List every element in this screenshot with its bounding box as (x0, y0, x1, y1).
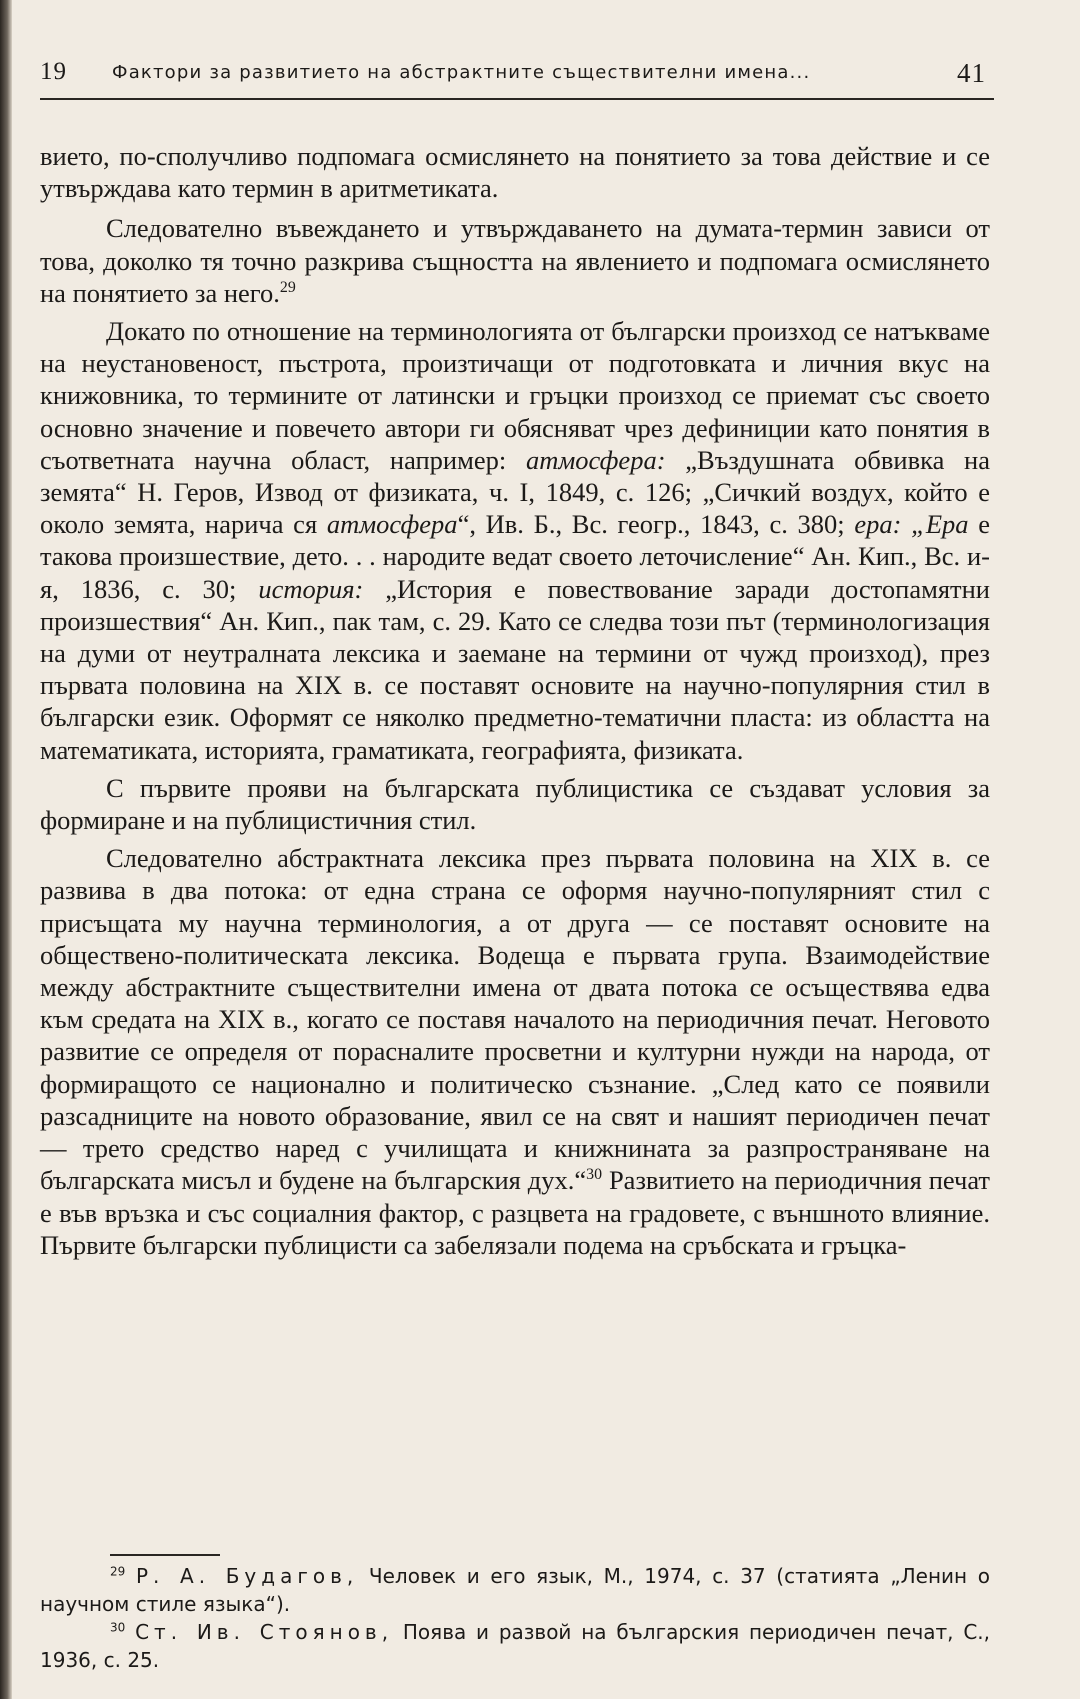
footnotes (40, 1562, 990, 1674)
footnote-ref-29[interactable]: 29 (279, 278, 296, 296)
header-title: Фактори за развитието на абстрактните съществителни имена... (112, 62, 811, 83)
paragraph-5-text-a: Следователно абстрактната лексика през първата половина на XIX в. се развива в два потока: от една страна се оформя научно-популярният стил с присъщата му научна терминология, а от друга — се поставят основите на обществено-политическата лексика. Водеща е първата група. Взаимодействие между абстрактните съществителни имена от двата потока се осъществява едва към средата на XIX в., когато се поставя началото на периодичния печат. Неговото развитие се определя от порасналите просветни и културни нужди на народа, от формиращото се национално и политическо съзнание. „След като се появили разсадниците на новото образование, явил се на свят и нашият периодичен печат — трето средство наред с училищата и книжнината за разпространяване на българската мисъл и будене на българския дух.“ (40, 843, 990, 1196)
footnote-29-text: Человек и его язык, М., 1974, с. 37 (статията „Ленин о научном стиле языка“). (40, 1564, 990, 1616)
paragraph-4 (40, 772, 990, 836)
footnote-30 (40, 1618, 990, 1674)
paragraph-2 (40, 212, 990, 309)
paragraph-5-text-b: Развитието на периодичния печат е във връзка и със социалния фактор, с разцвета на градовете, с външното влияние. Първите български публицисти са забелязали подема на сръбската и гръцка- (40, 1165, 990, 1260)
paragraph-3-text-b: „Въздушната обвивка на земята“ Н. Геров, Извод от физиката, ч. I, 1849, с. 126; „Сичкий воздух, който е около земята, нарича ся (40, 444, 991, 540)
footnote-29 (40, 1562, 990, 1618)
footnote-ref-30[interactable]: 30 (586, 1166, 603, 1184)
footnote-29-number: 29 (110, 1564, 126, 1579)
running-header (40, 50, 994, 100)
term-atmosphere: атмосфера: (525, 444, 666, 475)
main-text (40, 140, 990, 1267)
footnote-30-text: Поява и развой на българския периодичен печат, С., 1936, с. 25. (40, 1620, 991, 1672)
footnote-30-author: Ст. Ив. Стоянов, (135, 1620, 394, 1644)
paragraph-1 (40, 140, 990, 204)
paragraph-5 (40, 842, 990, 1261)
book-spine-shadow (0, 0, 12, 1699)
term-era: ера: „Ера (854, 509, 969, 540)
paragraph-3 (40, 315, 990, 766)
page-number: 41 (957, 58, 986, 88)
paragraph-4-text: С първите прояви на българската публицистика се създават условия за формиране и на публицистичния стил. (40, 772, 990, 836)
term-history: история: (258, 573, 364, 604)
paragraph-1-text: вието, по-сполучливо подпомага осмислянето на понятието за това действие и се утвърждава като термин в аритметиката. (40, 141, 990, 204)
footnote-30-number: 30 (110, 1620, 126, 1635)
footnote-divider (110, 1554, 220, 1556)
header-left-number: 19 (40, 58, 67, 85)
paragraph-2-text: Следователно въвеждането и утвърждаването на думата-термин зависи от това, доколко тя точно разкрива същността на явлението и подпомага осмислянето на понятието за него. (40, 213, 990, 308)
paragraph-3-text-e: „История е повествование заради достопамятни произшествия“ Ан. Кип., пак там, с. 29. Като се следва този път (терминологизация на думи от неутралната лексика и заемане на термини от чужд произход), през първата половина на XIX в. се поставят основите на научно-популярния стил в български език. Оформят се няколко предметно-тематични пласта: из областта на математиката, историята, граматиката, географията, физиката. (40, 573, 990, 765)
paragraph-3-text-c: “, Ив. Б., Вс. геогр., 1843, с. 380; (457, 509, 855, 540)
book-page (30, 0, 996, 1699)
paragraph-3-text-d: е такова произшествие, дето. . . народите ведат своето леточисление“ Ан. Кип., Вс. и-я, 1836, с. 30; (40, 509, 991, 604)
paragraph-3-text-a: Докато по отношение на терминологията от български произход се натъкваме на неустановеност, пъстрота, произтичащи от подготовката и личния вкус на книжовника, то термините от латински и гръцки произход се приемат със своето основно значение и повечето автори ги обясняват чрез дефиниции като понятия в съответната научна област, например: (40, 316, 990, 475)
term-atmosphere-2: атмосфера (326, 509, 458, 540)
footnote-29-author: Р. А. Будагов, (135, 1564, 359, 1588)
